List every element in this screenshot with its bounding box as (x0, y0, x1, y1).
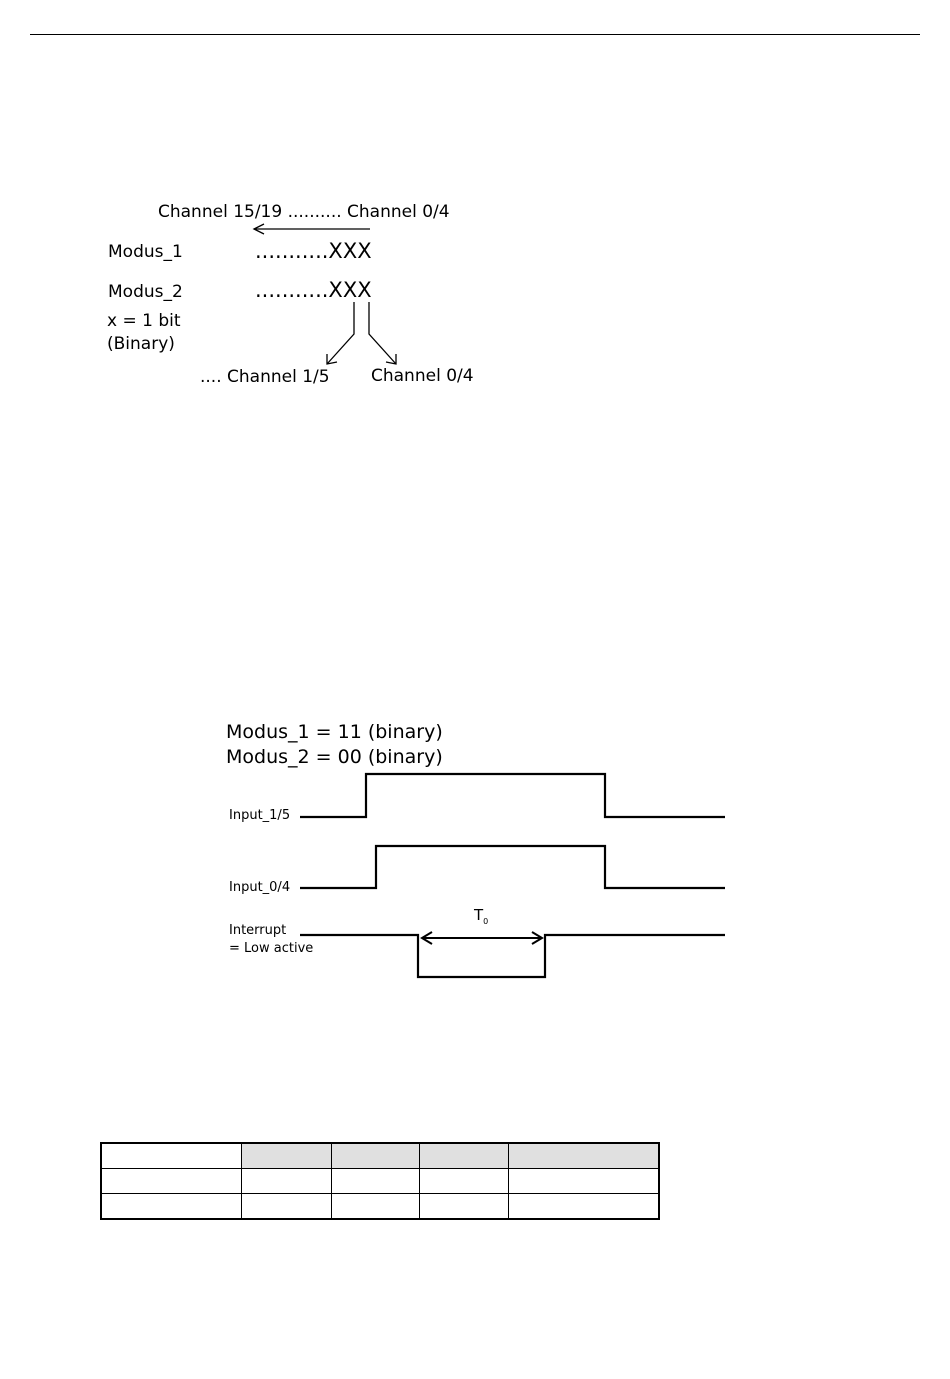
table-cell (509, 1194, 660, 1220)
bit-note-line1: x = 1 bit (107, 311, 181, 331)
modus2-bits: ...........XXX (255, 278, 372, 302)
channel-1-5-label: .... Channel 1/5 (200, 367, 330, 387)
channel-range-label: Channel 15/19 .......... Channel 0/4 (158, 202, 450, 222)
table-cell (242, 1143, 332, 1169)
table-row (101, 1169, 659, 1194)
table-cell (420, 1143, 509, 1169)
table-cell (332, 1143, 420, 1169)
channel-0-4-label: Channel 0/4 (371, 366, 474, 386)
table-cell (509, 1143, 660, 1169)
table-row (101, 1194, 659, 1220)
period-label: $T_0$ (474, 906, 489, 926)
waveform-input-0-4 (300, 846, 725, 888)
waveform-input-1-5 (300, 774, 725, 817)
signal-label-low-active: = Low active (229, 941, 314, 956)
modus1-bits: ...........XXX (255, 239, 372, 263)
table-cell (101, 1194, 242, 1220)
table-cell (101, 1169, 242, 1194)
table-header-row (101, 1143, 659, 1169)
timing-mode2-title: Modus_2 = 00 (binary) (226, 746, 443, 768)
waveform-interrupt (300, 935, 725, 977)
signal-label-input-0-4: Input_0/4 (229, 880, 291, 895)
table-cell (332, 1194, 420, 1220)
modus1-label: Modus_1 (108, 242, 183, 262)
table-cell (242, 1169, 332, 1194)
bit-note-line2: (Binary) (107, 334, 175, 354)
signal-label-input-1-5: Input_1/5 (229, 808, 291, 823)
modus2-label: Modus_2 (108, 282, 183, 302)
table-cell (420, 1169, 509, 1194)
table-cell (242, 1194, 332, 1220)
table-cell (332, 1169, 420, 1194)
table-cell (509, 1169, 660, 1194)
timing-mode1-title: Modus_1 = 11 (binary) (226, 721, 443, 743)
empty-table (100, 1142, 660, 1220)
table-cell (420, 1194, 509, 1220)
signal-label-interrupt: Interrupt (229, 923, 287, 938)
table-cell (101, 1143, 242, 1169)
